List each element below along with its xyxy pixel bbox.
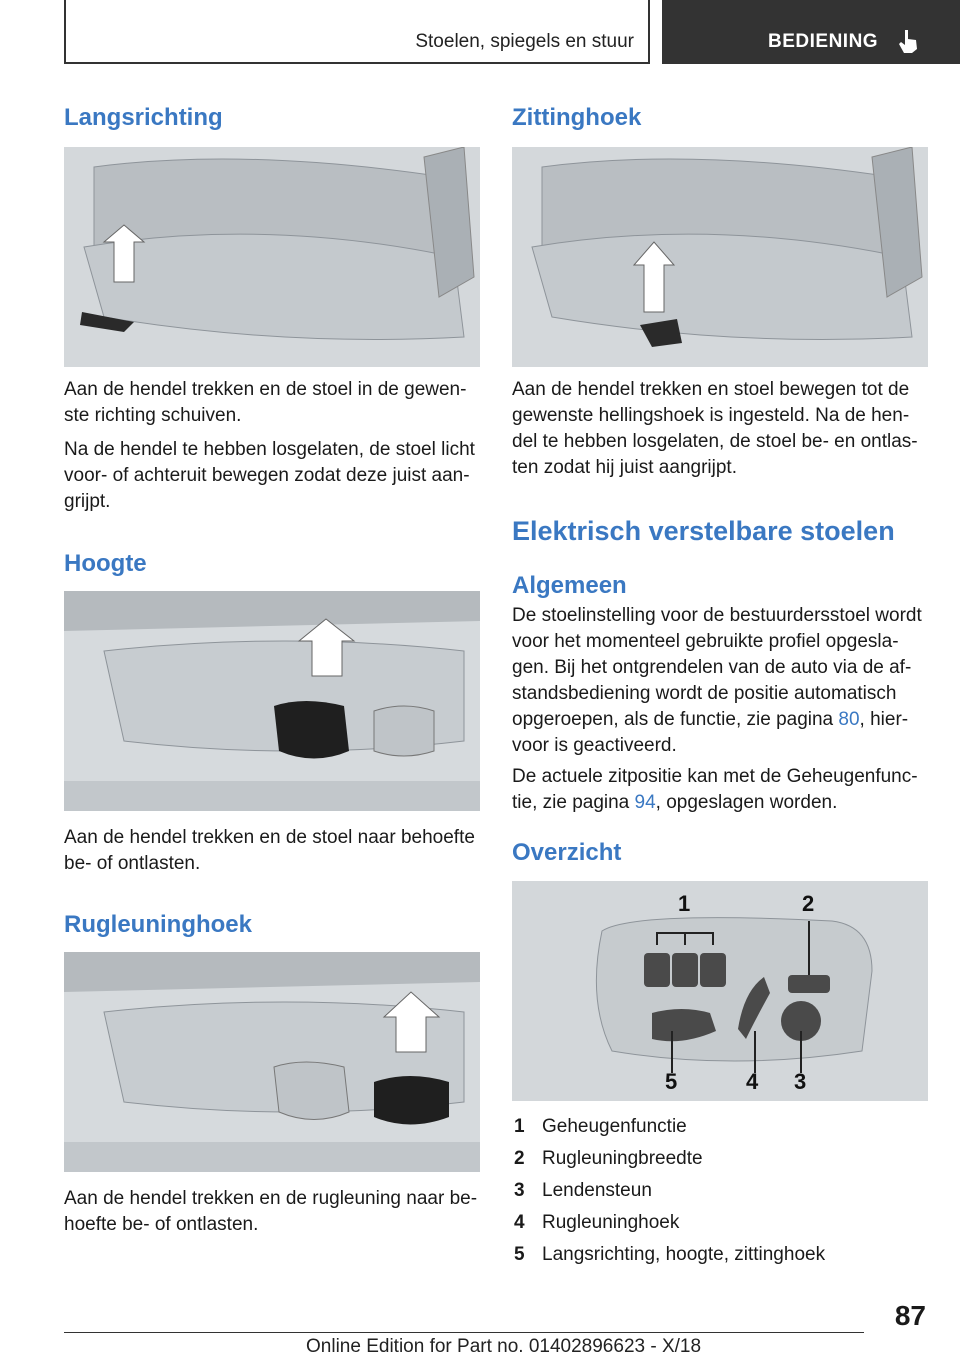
rug-text-1: Aan de hendel trekken en de rugleuning naar be-hoefte be- of ontlasten. — [64, 1188, 478, 1235]
figure-seat-height — [64, 591, 480, 811]
figure-label-5: 5 — [665, 1069, 678, 1094]
algemeen-text-2: De actuele zitpositie kan met de Geheugenfunc-tie, zie pagina 94, opgeslagen worden. — [512, 766, 918, 813]
heading-overzicht: Overzicht — [512, 839, 622, 866]
figure-label-1: 1 — [678, 891, 691, 916]
page-link-80[interactable]: 80 — [838, 709, 860, 730]
page-link-94[interactable]: 94 — [634, 792, 656, 813]
algemeen-text-1: De stoelinstelling voor de bestuurdersstoel wordt voor het momenteel gebruikte profiel opgesla-gen. Bij het ontgrendelen van de auto via de af-standsbediening wordt de positie automatisch opgeroepen, als de functie, zie pagina 80, hier-voor is geactiveerd. — [512, 605, 922, 756]
heading-hoogte: Hoogte — [64, 550, 147, 577]
footer-edition: Online Edition for Part no. 01402896623 - X/18 — [306, 1336, 702, 1357]
heading-elektrisch: Elektrisch verstelbare stoelen — [512, 516, 895, 546]
heading-langsrichting: Langsrichting — [64, 104, 223, 131]
figure-label-4: 4 — [746, 1069, 759, 1094]
figure-seat-tilt — [512, 147, 928, 367]
hoogte-text-1: Aan de hendel trekken en de stoel naar behoefte be- of ontlasten. — [64, 827, 475, 874]
figure-seat-backrest — [64, 952, 480, 1172]
langs-text-2: Na de hendel te hebben losgelaten, de stoel licht voor- of achteruit bewegen zodat deze juist aan-grijpt. — [64, 439, 475, 512]
page-number: 87 — [894, 1300, 926, 1331]
figure-label-3: 3 — [794, 1069, 807, 1094]
pointing-hand-icon — [896, 28, 920, 54]
figure-label-2: 2 — [802, 891, 815, 916]
figure-seat-longitudinal — [64, 147, 480, 367]
figure-seat-controls — [512, 881, 928, 1101]
header-chapter-title: BEDIENING — [768, 31, 879, 52]
footer-divider — [64, 1332, 864, 1333]
zit-text-1: Aan de hendel trekken en stoel bewegen tot de gewenste hellingshoek is ingesteld. Na de hen-del te hebben losgelaten, de stoel be- en ontlas-ten zodat hij juist aangrijpt. — [512, 379, 918, 478]
heading-algemeen: Algemeen — [512, 572, 627, 599]
heading-rugleuninghoek: Rugleuninghoek — [64, 911, 252, 938]
header-section-tab — [64, 0, 650, 64]
langs-text-1: Aan de hendel trekken en de stoel in de gewen-ste richting schuiven. — [64, 379, 467, 426]
heading-zittinghoek: Zittinghoek — [512, 104, 642, 131]
header-section-title: Stoelen, spiegels en stuur — [415, 31, 634, 52]
